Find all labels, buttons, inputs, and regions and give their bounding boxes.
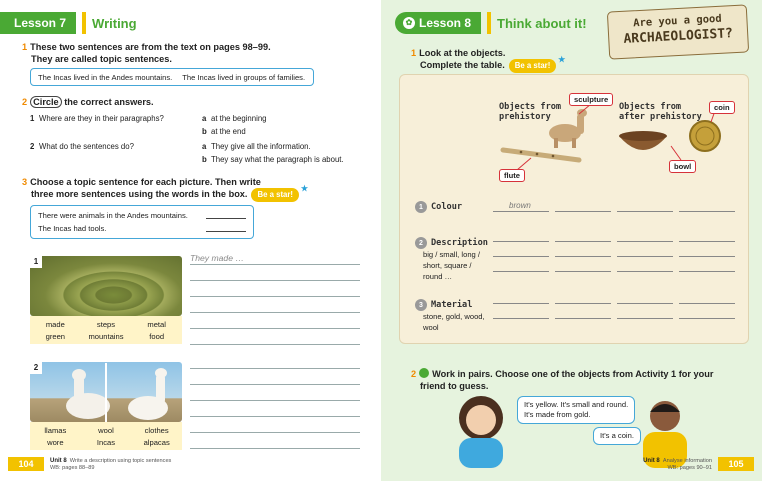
answer-cell[interactable] bbox=[493, 318, 549, 319]
column-line-1: Objects from bbox=[499, 102, 562, 112]
topic-choice-2: The Incas had tools. bbox=[38, 224, 107, 233]
answer-cell[interactable] bbox=[493, 271, 549, 272]
writing-line[interactable] bbox=[190, 368, 360, 369]
bowl-label: bowl bbox=[669, 160, 696, 173]
flute-icon bbox=[503, 150, 579, 160]
column-line-2: prehistory bbox=[499, 112, 551, 122]
archaeologist-sign bbox=[607, 4, 749, 59]
question-text: Work in pairs. Choose one of the objects from Activity 1 for your bbox=[432, 369, 714, 379]
q2-item-2 bbox=[30, 141, 134, 153]
row-colour bbox=[415, 201, 462, 213]
topic-sentences-box bbox=[30, 68, 314, 86]
speech-bubble-girl bbox=[517, 396, 635, 424]
writing-line[interactable] bbox=[190, 416, 360, 417]
answer-cell[interactable] bbox=[679, 211, 735, 212]
row-material bbox=[415, 299, 472, 311]
lesson-tag-text: Lesson 8 bbox=[419, 16, 472, 30]
example-start: They made … bbox=[190, 253, 244, 263]
circled-word: Circle bbox=[30, 96, 62, 108]
writing-line[interactable] bbox=[190, 344, 360, 345]
answer-blank[interactable] bbox=[206, 211, 246, 219]
column-line-1: Objects from bbox=[619, 102, 682, 112]
sculpture-icon bbox=[549, 109, 587, 148]
q2-item-2-option-a[interactable]: a They give all the information. bbox=[202, 142, 311, 151]
question-2 bbox=[22, 96, 154, 108]
question-text-2: They are called topic sentences. bbox=[31, 54, 172, 64]
topic-sentence-2: The Incas lived in groups of families. bbox=[182, 72, 306, 82]
answer-blank[interactable] bbox=[206, 224, 246, 232]
word: steps bbox=[96, 320, 116, 329]
footer-unit: Unit 8 bbox=[643, 458, 660, 464]
right-page bbox=[381, 0, 762, 481]
be-a-star-badge: Be a star! ★ bbox=[509, 59, 557, 73]
row-label: Material bbox=[431, 300, 473, 310]
question-number: 1 bbox=[22, 42, 28, 52]
question-3 bbox=[22, 176, 299, 202]
llama-icon bbox=[30, 362, 182, 422]
option-text: at the end bbox=[211, 127, 246, 136]
answer-cell[interactable] bbox=[617, 271, 673, 272]
writing-line[interactable] bbox=[190, 312, 360, 313]
word: llamas bbox=[44, 426, 67, 435]
example-answer: brown bbox=[509, 201, 531, 210]
lesson-header bbox=[395, 12, 587, 34]
word-box-2 bbox=[30, 422, 182, 450]
item-number: 1 bbox=[30, 114, 35, 123]
lesson-tag bbox=[395, 12, 481, 34]
word: wool bbox=[98, 426, 114, 435]
row-hint: stone, gold, wood, wool bbox=[423, 312, 485, 332]
question-number: 1 bbox=[411, 48, 417, 58]
item-number: 2 bbox=[30, 142, 35, 151]
lesson-tag: Lesson 7 bbox=[0, 12, 76, 34]
answer-cell[interactable] bbox=[617, 211, 673, 212]
word: made bbox=[45, 320, 65, 329]
answer-cell[interactable] bbox=[679, 241, 735, 242]
footer-desc: Analyse information bbox=[662, 458, 712, 464]
answer-cell[interactable] bbox=[617, 303, 673, 304]
answer-cell[interactable] bbox=[617, 256, 673, 257]
sign-line-2: ARCHAEOLOGIST? bbox=[623, 26, 734, 47]
think-icon: ✿ bbox=[403, 17, 415, 29]
sculpture-label: sculpture bbox=[569, 93, 613, 106]
column-line-2: after prehistory bbox=[619, 112, 702, 122]
word: clothes bbox=[144, 426, 169, 435]
option-text: at the beginning bbox=[211, 114, 267, 123]
terraces-photo bbox=[30, 256, 182, 316]
topic-choice-box bbox=[30, 205, 254, 239]
word: food bbox=[149, 332, 165, 341]
writing-line[interactable] bbox=[190, 296, 360, 297]
answer-cell[interactable] bbox=[555, 241, 611, 242]
footer-wb: WB: pages 88–89 bbox=[50, 465, 95, 471]
answer-cell[interactable] bbox=[555, 256, 611, 257]
row-label: Colour bbox=[431, 202, 463, 212]
page-number: 104 bbox=[8, 457, 44, 471]
question-1 bbox=[411, 47, 556, 73]
picture-number: 2 bbox=[30, 362, 42, 374]
question-text-2: three more sentences using the words in the box. bbox=[31, 189, 248, 199]
question-number: 2 bbox=[22, 97, 28, 107]
writing-line[interactable] bbox=[190, 264, 360, 265]
sign-line-1: Are you a good bbox=[632, 12, 722, 30]
word: alpacas bbox=[143, 438, 170, 447]
writing-line[interactable] bbox=[190, 280, 360, 281]
answer-cell[interactable] bbox=[555, 303, 611, 304]
question-text: These two sentences are from the text on pages 98–99. bbox=[30, 42, 271, 52]
word: Incas bbox=[96, 438, 116, 447]
flute-label: flute bbox=[499, 169, 525, 182]
topic-sentence-1: The Incas lived in the Andes mountains. bbox=[38, 72, 173, 82]
page-number: 105 bbox=[718, 457, 754, 471]
llamas-photo bbox=[30, 362, 182, 422]
writing-line[interactable] bbox=[190, 448, 360, 449]
picture-number: 1 bbox=[30, 256, 42, 268]
bubble-line-2: It's made from gold. bbox=[524, 410, 591, 419]
footer-unit: Unit 8 bbox=[50, 458, 67, 464]
writing-line[interactable] bbox=[190, 432, 360, 433]
topic-choice-1: There were animals in the Andes mountains. bbox=[38, 211, 188, 220]
q2-item-2-option-b[interactable]: b They say what the paragraph is about. bbox=[202, 155, 344, 164]
question-text: the correct answers. bbox=[61, 97, 154, 107]
row-label: Description bbox=[431, 238, 488, 248]
objects-illustration bbox=[381, 86, 741, 196]
answer-cell[interactable] bbox=[493, 303, 549, 304]
question-1 bbox=[22, 41, 271, 65]
answer-cell[interactable] bbox=[493, 256, 549, 257]
word: green bbox=[45, 332, 66, 341]
answer-cell[interactable] bbox=[555, 271, 611, 272]
question-number: 3 bbox=[22, 177, 28, 187]
word-box-1 bbox=[30, 316, 182, 344]
speech-bubble-boy: It's a coin. bbox=[593, 427, 641, 445]
answer-cell[interactable] bbox=[555, 211, 611, 212]
row-badge: 1 bbox=[415, 201, 427, 213]
bubble-line-1: It's yellow. It's small and round. bbox=[524, 400, 629, 409]
item-text: What do the sentences do? bbox=[39, 142, 134, 151]
answer-cell[interactable] bbox=[617, 318, 673, 319]
answer-cell[interactable] bbox=[679, 303, 735, 304]
lesson-name: Writing bbox=[82, 12, 137, 34]
item-text: Where are they in their paragraphs? bbox=[39, 114, 164, 123]
word: wore bbox=[47, 438, 64, 447]
row-badge: 2 bbox=[415, 237, 427, 249]
answer-cell[interactable] bbox=[493, 211, 549, 212]
answer-cell[interactable] bbox=[679, 256, 735, 257]
q2-item-1-option-a[interactable]: a at the beginning bbox=[202, 114, 267, 123]
question-text-2: Complete the table. bbox=[420, 60, 505, 70]
question-number: 2 bbox=[411, 369, 417, 379]
writing-line[interactable] bbox=[190, 400, 360, 401]
row-hint: big / small, long / short, square / round … bbox=[423, 250, 480, 281]
option-text: They give all the information. bbox=[211, 142, 311, 151]
answer-cell[interactable] bbox=[679, 271, 735, 272]
answer-cell[interactable] bbox=[617, 241, 673, 242]
question-text: Choose a topic sentence for each picture. Then write bbox=[30, 177, 261, 187]
coin-label: coin bbox=[709, 101, 735, 114]
girl-avatar-icon bbox=[459, 396, 503, 468]
lesson-header bbox=[0, 12, 137, 34]
footer-wb: WB: pages 90–91 bbox=[667, 465, 712, 471]
be-a-star-badge: Be a star! ★ bbox=[251, 188, 299, 202]
answer-cell[interactable] bbox=[679, 318, 735, 319]
lesson-name: Think about it! bbox=[487, 12, 587, 34]
answer-cell[interactable] bbox=[493, 241, 549, 242]
footer-desc: Write a description using topic sentences bbox=[69, 458, 172, 464]
row-badge: 3 bbox=[415, 299, 427, 311]
question-text-2: friend to guess. bbox=[420, 381, 489, 391]
writing-line[interactable] bbox=[190, 384, 360, 385]
row-description bbox=[415, 237, 488, 249]
coin-icon bbox=[690, 121, 720, 151]
option-text: They say what the paragraph is about. bbox=[211, 155, 344, 164]
word: mountains bbox=[88, 332, 124, 341]
question-text: Look at the objects. bbox=[419, 48, 506, 58]
q2-item-1 bbox=[30, 113, 164, 125]
pair-work-icon bbox=[419, 368, 429, 378]
q2-item-1-option-b[interactable]: b at the end bbox=[202, 127, 246, 136]
page-footer bbox=[643, 458, 712, 472]
answer-cell[interactable] bbox=[555, 318, 611, 319]
bowl-icon bbox=[619, 131, 667, 150]
page-footer bbox=[50, 458, 171, 472]
writing-line[interactable] bbox=[190, 328, 360, 329]
word: metal bbox=[147, 320, 166, 329]
